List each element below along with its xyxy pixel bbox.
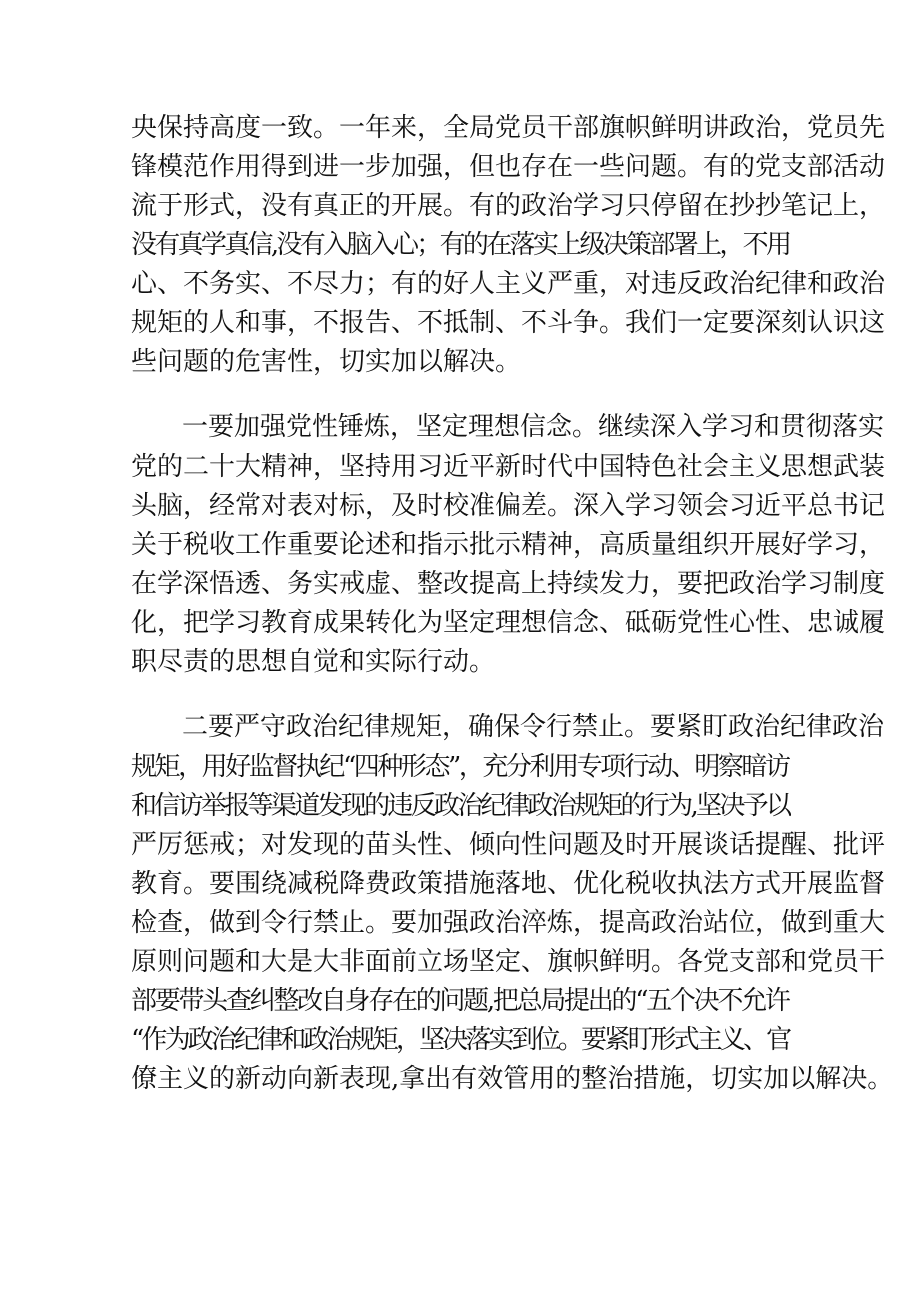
text-line: 职尽责的思想自觉和实际行动。 xyxy=(131,647,496,677)
text-line: 党的二十大精神，坚持用习近平新时代中国特色社会主义思想武装 xyxy=(131,452,886,482)
text-line: 没有真学真信,没有入脑入心；有的在落实上级决策部署上，不用 xyxy=(131,230,790,260)
text-line: 僚主义的新动向新表现,拿出有效管用的整治措施，切实加以解决。 xyxy=(131,1064,894,1094)
text-line: 心、不务实、不尽力；有的好人主义严重，对违反政治纪律和政治 xyxy=(131,269,886,299)
text-line: 央保持高度一致。一年来，全局党员干部旗帜鲜明讲政治，党员先 xyxy=(131,113,886,143)
text-line: 检查，做到令行禁止。要加强政治淬炼，提高政治站位，做到重大 xyxy=(131,908,886,938)
text-line: 规矩，用好监督执纪“四种形态”，充分利用专项行动、明察暗访 xyxy=(131,752,789,782)
text-line: 严厉惩戒；对发现的苗头性、倾向性问题及时开展谈话提醒、批评 xyxy=(131,830,886,860)
text-line: 部要带头查纠整改自身存在的问题,把总局提出的“五个决不允许 xyxy=(131,986,789,1016)
text-line: “作为政治纪律和政治规矩，坚决落实到位。要紧盯形式主义、官 xyxy=(131,1025,790,1055)
text-line: 在学深悟透、务实戒虚、整改提高上持续发力，要把政治学习制度 xyxy=(131,569,886,599)
text-line: 些问题的危害性，切实加以解决。 xyxy=(131,347,522,377)
text-line: 原则问题和大是大非面前立场坚定、旗帜鲜明。各党支部和党员干 xyxy=(131,947,886,977)
text-line: 头脑，经常对表对标，及时校准偏差。深入学习领会习近平总书记 xyxy=(131,491,886,521)
text-line: 一要加强党性锤炼，坚定理想信念。继续深入学习和贯彻落实 xyxy=(182,412,885,442)
text-line: 和信访举报等渠道发现的违反政治纪律政治规矩的行为,坚决予以 xyxy=(131,791,790,821)
text-line: 流于形式，没有真正的开展。有的政治学习只停留在抄抄笔记上， xyxy=(131,191,886,221)
text-line: 化，把学习教育成果转化为坚定理想信念、砥砺党性心性、忠诚履 xyxy=(131,608,886,638)
text-line: 二要严守政治纪律规矩，确保令行禁止。要紧盯政治纪律政治 xyxy=(182,712,885,742)
text-line: 锋模范作用得到进一步加强，但也存在一些问题。有的党支部活动 xyxy=(131,152,886,182)
text-line: 教育。要围绕减税降费政策措施落地、优化税收执法方式开展监督 xyxy=(131,869,886,899)
text-line: 规矩的人和事，不报告、不抵制、不斗争。我们一定要深刻认识这 xyxy=(131,308,886,338)
text-line: 关于税收工作重要论述和指示批示精神，高质量组织开展好学习， xyxy=(131,530,886,560)
